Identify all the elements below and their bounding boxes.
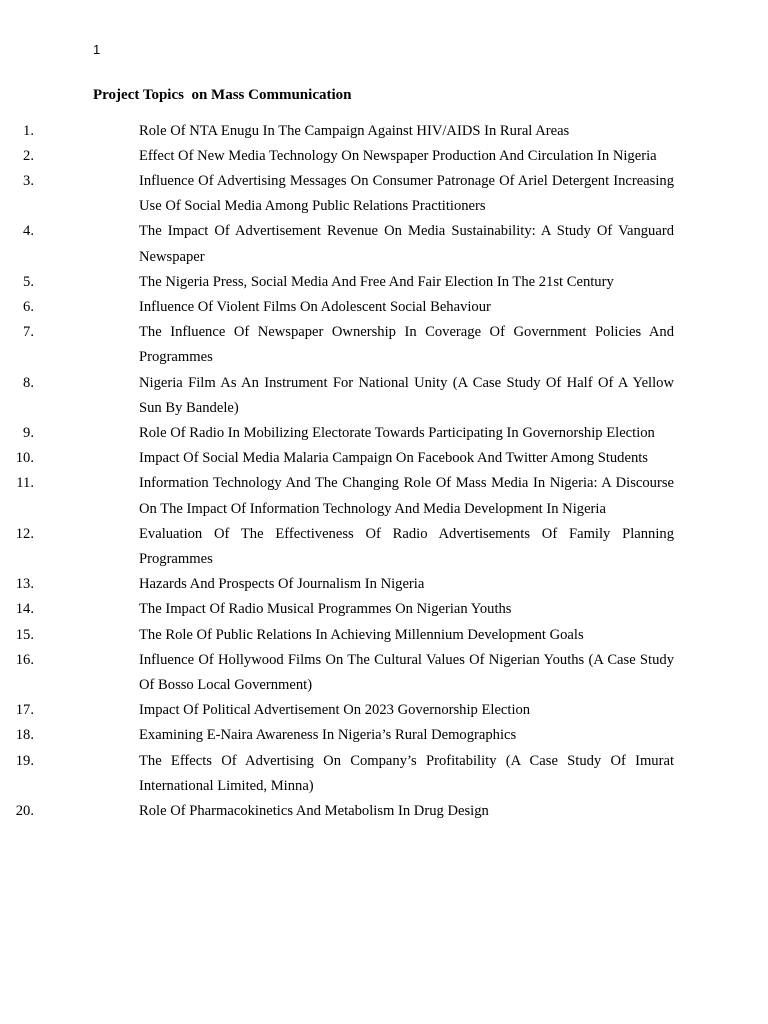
topic-text: Impact Of Social Media Malaria Campaign On Facebook And Twitter Among Students [139,450,648,467]
topic-text: The Effects Of Advertising On Company’s Profitability (A Case Study Of Imurat International Limited, Minna) [139,752,674,794]
topic-text: Information Technology And The Changing Role Of Mass Media In Nigeria: A Discourse On The Impact Of Information Technology And Media Development In Nigeria [139,475,674,517]
topic-text: The Role Of Public Relations In Achieving Millennium Development Goals [139,626,584,643]
topic-text: Effect Of New Media Technology On Newspaper Production And Circulation In Nigeria [139,147,657,164]
topic-number: 19. [15,752,34,769]
topic-number: 3. [23,172,34,189]
topic-text: The Impact Of Advertisement Revenue On Media Sustainability: A Study Of Vanguard Newspaper [139,223,674,265]
topic-text: Nigeria Film As An Instrument For National Unity (A Case Study Of Half Of A Yellow Sun By Bandele) [139,374,674,416]
topic-text: Role Of Radio In Mobilizing Electorate Towards Participating In Governorship Election [139,424,655,441]
topic-text: Impact Of Political Advertisement On 2023 Governorship Election [139,702,531,719]
topic-number: 8. [23,374,34,391]
topic-number: 6. [23,298,34,315]
topic-number: 1. [23,122,34,139]
topic-text: Role Of Pharmacokinetics And Metabolism In Drug Design [139,802,489,819]
topic-number: 9. [23,424,34,441]
topic-item [0,169,674,219]
topic-number: 7. [23,324,34,341]
topic-number: 12. [15,525,34,542]
topic-number: 4. [23,223,34,240]
topic-item [0,270,674,295]
topic-text: The Impact Of Radio Musical Programmes On Nigerian Youths [139,601,512,618]
topic-number: 16. [15,651,34,668]
topic-text: The Nigeria Press, Social Media And Free And Fair Election In The 21st Century [139,273,614,290]
topic-number: 18. [15,727,34,744]
topic-item [0,320,674,370]
topic-text: The Influence Of Newspaper Ownership In Coverage Of Government Policies And Programmes [139,324,674,366]
topic-item [0,421,674,446]
topic-item [0,698,674,723]
topic-item [0,295,674,320]
topic-number: 20. [15,802,34,819]
topic-item [0,723,674,748]
topic-item [0,799,674,824]
topic-number: 17. [15,702,34,719]
topic-text: Role Of NTA Enugu In The Campaign Against HIV/AIDS In Rural Areas [139,122,570,139]
topic-number: 15. [15,626,34,643]
topic-number: 2. [23,147,34,164]
topic-item [0,119,674,144]
topic-list [0,119,768,825]
topic-item [0,471,674,521]
topic-number: 13. [15,576,34,593]
topic-item [0,219,674,269]
topic-number: 10. [15,450,34,467]
page-number: 1 [93,42,101,57]
topic-item [0,749,674,799]
topic-text: Influence Of Advertising Messages On Consumer Patronage Of Ariel Detergent Increasing Use Of Social Media Among Public Relations Practitioners [139,172,674,215]
document-title: Project Topics on Mass Communication [93,87,352,103]
topic-text: Examining E-Naira Awareness In Nigeria’s Rural Demographics [139,727,517,744]
topic-item [0,648,674,698]
topic-item [0,597,674,622]
topic-item [0,572,674,597]
topic-number: 11. [16,475,34,492]
topic-number: 5. [23,273,34,290]
topic-number: 14. [15,601,34,618]
topic-text: Influence Of Violent Films On Adolescent Social Behaviour [139,298,491,315]
topic-item [0,144,674,169]
topic-item [0,446,674,471]
topic-text: Influence Of Hollywood Films On The Cultural Values Of Nigerian Youths (A Case Study Of Bosso Local Government) [139,651,674,693]
topic-item [0,522,674,572]
topic-item [0,371,674,421]
topic-item [0,623,674,648]
topic-text: Evaluation Of The Effectiveness Of Radio Advertisements Of Family Planning Programmes [139,525,674,567]
topic-text: Hazards And Prospects Of Journalism In Nigeria [139,576,425,593]
